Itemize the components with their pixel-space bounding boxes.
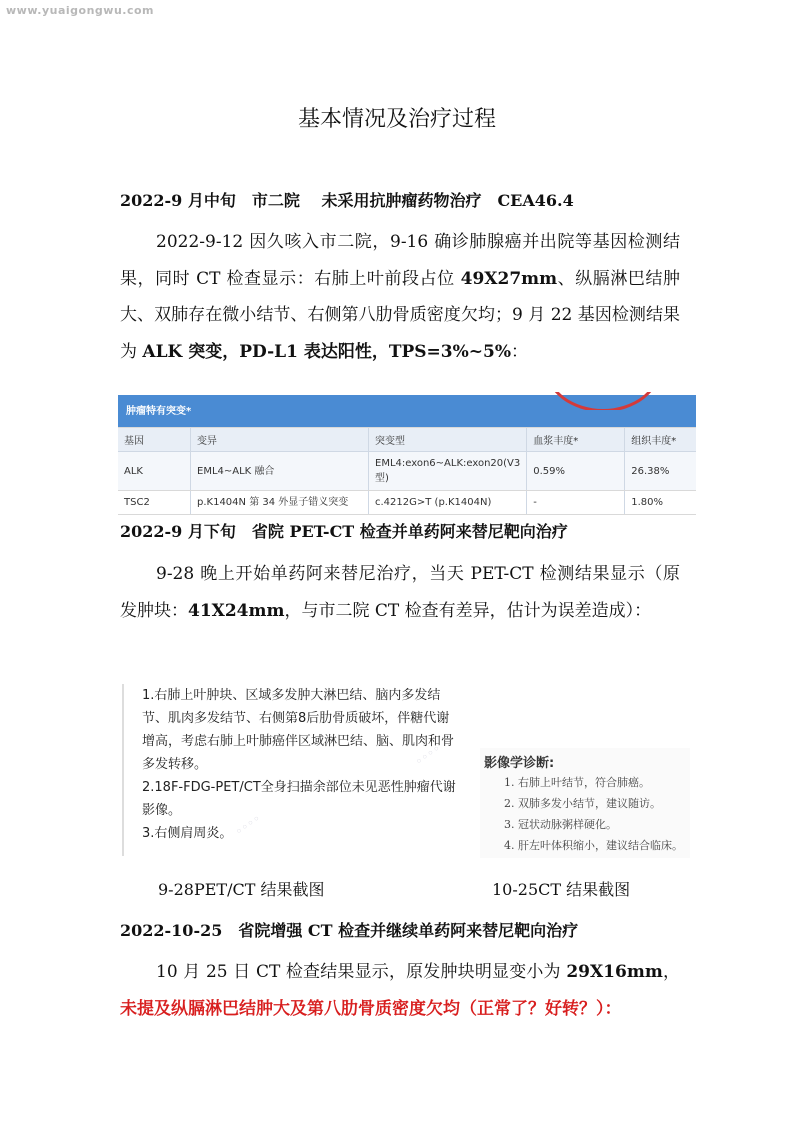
s2-tumor-size: 41X24mm [188, 600, 285, 621]
table-cell: - [527, 491, 625, 515]
table-caption: 肿瘤特有突变* [118, 395, 696, 428]
shot1-line: 1.右肺上叶肿块、区域多发肿大淋巴结、脑内多发结 [142, 688, 441, 703]
table-cell: 1.80% [625, 491, 696, 515]
hospital-watermark: ◦◦◦◦ [232, 811, 264, 839]
ct-result-screenshot [480, 748, 690, 858]
section-heading-3: 2022-10-25 省院增强 CT 检查并继续单药阿来替尼靶向治疗 [120, 921, 579, 940]
shot2-item: 2. 双肺多发小结节，建议随访。 [504, 797, 661, 810]
mutation-table [118, 395, 696, 515]
shot2-heading: 影像学诊断: [484, 756, 555, 771]
s1-text-c: 、纵膈淋巴结肿大、双肺存在微小结节、右侧第八肋骨质密度欠均；9 月 22 基因检测结果为 [120, 268, 681, 362]
table-row [118, 452, 696, 491]
caption-right: 10-25CT 结果截图 [492, 880, 631, 899]
table-header: 血浆丰度* [527, 428, 625, 452]
shot1-line: 3.右侧肩周炎。 [142, 826, 233, 841]
shot2-item: 1. 右肺上叶结节，符合肺癌。 [504, 776, 650, 789]
table-cell: ALK [118, 452, 191, 491]
section-1-paragraph [120, 224, 680, 370]
table-cell: c.4212G>T (p.K1404N) [369, 491, 527, 515]
shot1-line: 节、肌肉多发结节、右侧第8后肋骨质破坏，伴糖代谢 [142, 711, 450, 726]
table-header-row [118, 428, 696, 452]
s1-tumor-size: 49X27mm [460, 268, 558, 289]
table-cell: p.K1404N 第 34 外显子错义突变 [191, 491, 369, 515]
s3-red-note: 未提及纵膈淋巴结肿大及第八肋骨质密度欠均（正常了？好转？）： [120, 998, 622, 1019]
shot2-item: 3. 冠状动脉粥样硬化。 [504, 818, 617, 831]
table-cell: 26.38% [625, 452, 696, 491]
shot2-item: 4. 肝左叶体积缩小，建议结合临床。 [504, 839, 683, 852]
s1-text-e: ： [511, 341, 529, 362]
table-row [118, 491, 696, 515]
hospital-watermark: ◦◦◦◦ [412, 741, 444, 769]
shot1-line: 多发转移。 [142, 757, 208, 772]
s3-text-c: ， [662, 962, 680, 982]
caption-left: 9-28PET/CT 结果截图 [158, 880, 325, 899]
shot1-line: 增高，考虑右肺上叶肺癌伴区域淋巴结、脑、肌肉和骨 [142, 734, 455, 749]
s1-gene-result: ALK 突变，PD-L1 表达阳性，TPS=3%~5% [142, 341, 512, 362]
s3-tumor-size: 29X16mm [566, 962, 663, 982]
table-header: 变异 [191, 428, 369, 452]
s2-text-c: ，与市二院 CT 检查有差异，估计为误差造成）： [284, 600, 652, 621]
s2-text-a: 9-28 晚上开始单药阿来替尼治疗，当天 PET-CT 检测结果显示（原发肿块： [120, 564, 680, 621]
section-heading-1: 2022-9 月中旬 市二院 未采用抗肿瘤药物治疗 CEA46.4 [120, 191, 574, 210]
table-cell: 0.59% [527, 452, 625, 491]
table-cell: EML4~ALK 融合 [191, 452, 369, 491]
table-cell: TSC2 [118, 491, 191, 515]
site-watermark: www.yuaigongwu.com [6, 4, 155, 17]
section-3-paragraph [120, 954, 680, 1027]
table-header: 组织丰度* [625, 428, 696, 452]
section-2-paragraph [120, 556, 680, 629]
petct-result-screenshot [122, 684, 465, 856]
shot1-line: 影像。 [142, 803, 182, 818]
table-header: 突变型 [369, 428, 527, 452]
shot1-line: 2.18F-FDG-PET/CT全身扫描余部位未见恶性肿瘤代谢 [142, 780, 456, 795]
table-header: 基因 [118, 428, 191, 452]
section-heading-2: 2022-9 月下旬 省院 PET-CT 检查并单药阿来替尼靶向治疗 [120, 522, 568, 541]
s1-text-a: 2022-9-12 因久咳入市二院，9-16 确诊肺腺癌并出院等基因检测结果，同时 CT 检查显示：右肺上叶前段占位 [120, 232, 680, 289]
s3-text-a: 10 月 25 日 CT 检查结果显示，原发肿块明显变小为 [156, 962, 567, 982]
table-cell: EML4:exon6~ALK:exon20(V3 型) [369, 452, 527, 491]
page-title: 基本情况及治疗过程 [297, 107, 496, 132]
